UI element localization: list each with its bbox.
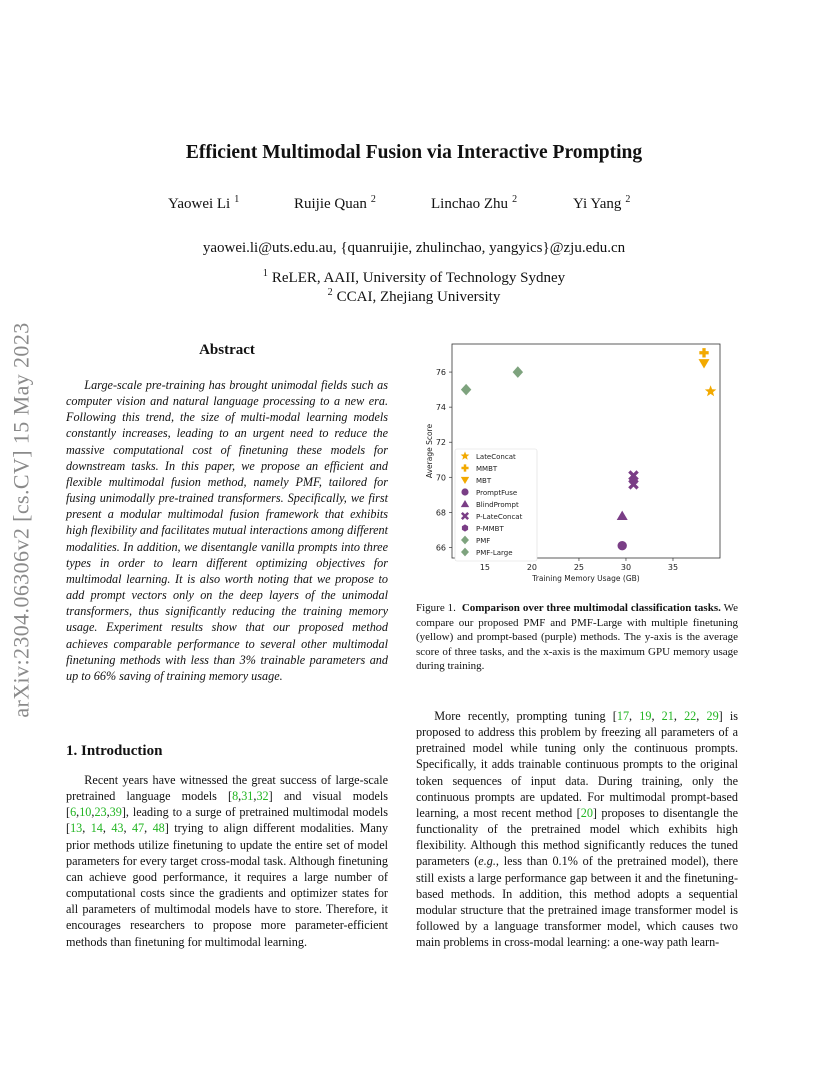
author-emails[interactable]: yaowei.li@uts.edu.au, {quanruijie, zhulinchao, yangyics}@zju.edu.cn [202, 240, 626, 256]
legend-label-p-lateconcat: P-LateConcat [476, 513, 523, 521]
legend-label-mbt: MBT [476, 477, 492, 485]
citation-link[interactable]: 29 [706, 709, 719, 723]
citation-link[interactable]: 39 [109, 805, 122, 820]
point-promptfuse [618, 541, 627, 550]
point-mbt [699, 359, 710, 368]
x-tick-label: 20 [526, 563, 538, 572]
citation-link[interactable]: 23 [94, 805, 107, 820]
citation-link[interactable]: 22 [684, 709, 697, 723]
affiliation-1-text: ReLER, AAII, University of Technology Sydney [271, 270, 566, 286]
citation-link[interactable]: 48 [152, 821, 165, 836]
introduction-paragraph: Recent years have witnessed the great success of large-scale pretrained language models [8,31,32] and visual models [6,10,23,39], leading to a surge of pretrained multimodal models [13, 14, 43, 47, 48] trying to align different modalities. Many prior methods utilize finetuning to update the entire set of model parameters for every target cross-modal task. Although finetuning can achieve good performance, it requires a large number of computational costs since the gradients and optimizer states for all parameters of multimodal models have to store. Therefore, it encourages researchers to propose more parameter-efficient methods than finetuning for multimodal learning. [66, 773, 389, 949]
citation-link[interactable]: 8 [232, 789, 239, 804]
point-mmbt [699, 348, 708, 357]
y-tick-label: 70 [435, 473, 446, 483]
citation-link[interactable]: 10 [79, 805, 92, 820]
caption-text: We compare our proposed PMF and PMF-Large with multiple finetuning (yellow) and prompt-based (purple) methods. The y-axis is the average score of three tasks, and the x-axis is the maximum GPU memory usage during training. [416, 602, 738, 672]
affiliation-2-mark: 2 [327, 287, 333, 298]
point-pmf-large [513, 366, 523, 378]
author-2-affil: 2 [370, 194, 376, 205]
legend-label-promptfuse: PromptFuse [476, 489, 518, 497]
y-tick-label: 68 [435, 508, 446, 518]
y-tick-label: 76 [435, 368, 446, 378]
citation-link[interactable]: 6 [70, 805, 77, 820]
author-2 [294, 194, 376, 213]
point-blindprompt [617, 511, 628, 520]
figure-1-scatter-chart [418, 340, 738, 590]
legend-label-pmf-large: PMF-Large [476, 549, 513, 557]
point-lateconcat [705, 385, 717, 396]
x-tick-label: 30 [620, 563, 632, 572]
section-heading-introduction: 1. Introduction [66, 743, 163, 759]
citation-link[interactable]: 19 [639, 709, 652, 723]
author-4-name: Yi Yang [573, 196, 622, 212]
arxiv-stamp [2, 275, 42, 765]
author-3-affil: 2 [512, 194, 518, 205]
arxiv-stamp-text: arXiv:2304.06306v2 [cs.CV] 15 May 2023 [9, 322, 34, 718]
affiliation-1-mark: 1 [262, 268, 268, 279]
author-3-name: Linchao Zhu [431, 196, 509, 212]
citation-link[interactable]: 14 [90, 821, 103, 836]
author-1-affil: 1 [234, 194, 240, 205]
y-tick-label: 74 [435, 403, 446, 413]
author-4 [573, 194, 630, 213]
citation-link[interactable]: 32 [256, 789, 269, 804]
y-axis-label: Average Score [425, 423, 434, 479]
caption-bold-title: Comparison over three multimodal classification tasks. [461, 602, 721, 614]
emphasis-text: e.g., [478, 854, 499, 869]
right-column-paragraph: More recently, prompting tuning [17, 19, 21, 22, 29] is proposed to address this problem by freezing all parameters of a pretrained model while tuning only the continuous prompts. Specifically, it adds trainable continuous prompts to the original token sequences of input data. During training, only the continuous prompts are updated. For multimodal prompt-based learning, a most recent method [20] proposes to disentangle the functionality of the pretrained model which exhibits high flexibility. Although this method significantly reduces the tuned parameters (e.g., less than 0.1% of the pretrained model), there still exists a large performance gap between it and the finetuning-based methods. In addition, this method adopts a sequential modular structure that the pretrained image transformer model is followed by a language transformer model, which causes two main problems in cross-modal learning: a one-way path learn- [416, 709, 739, 950]
citation-link[interactable]: 47 [131, 821, 145, 836]
author-3 [431, 194, 517, 213]
citation-link[interactable]: 43 [111, 821, 124, 836]
x-tick-label: 15 [479, 563, 491, 572]
y-tick-label: 66 [435, 543, 446, 553]
author-4-affil: 2 [625, 194, 631, 205]
point-pmf [461, 384, 471, 396]
figure-1-caption [416, 601, 738, 674]
legend-label-pmf: PMF [476, 537, 491, 545]
citation-link[interactable]: 17 [616, 709, 630, 723]
citation-link[interactable]: 20 [580, 805, 593, 820]
author-2-name: Ruijie Quan [294, 196, 367, 212]
legend-label-lateconcat: LateConcat [476, 453, 516, 461]
legend-label-blindprompt: BlindPrompt [476, 501, 519, 509]
author-1 [168, 194, 239, 213]
legend-label-mmbt: MMBT [476, 465, 498, 473]
x-tick-label: 35 [667, 563, 679, 572]
caption-label: Figure 1. [416, 602, 456, 614]
y-tick-label: 72 [435, 438, 446, 448]
affiliation-1 [0, 268, 828, 287]
abstract-heading: Abstract [199, 342, 255, 358]
legend-label-p-mmbt: P-MMBT [476, 525, 504, 533]
citation-link[interactable]: 13 [70, 821, 83, 836]
legend-marker-promptfuse [461, 488, 468, 495]
author-1-name: Yaowei Li [168, 196, 231, 212]
citation-link[interactable]: 31 [241, 789, 254, 804]
x-axis-label: Training Memory Usage (GB) [532, 574, 640, 583]
affiliation-2-text: CCAI, Zhejiang University [336, 289, 501, 305]
abstract-text: Large-scale pre-training has brought unimodal fields such as computer vision and natural language processing to a new era. Following this trend, the size of multi-modal learning models constantly increases, leading to an urgent need to reduce the massive computational cost of finetuning these models for downstream tasks. In this paper, we propose an efficient and flexible multimodal fusion method, namely PMF, tailored for fusing unimodally pre-trained transformers. Specifically, we first present a modular multimodal fusion framework that exhibits high flexibility and facilitates mutual interactions among different modalities. In addition, we disentangle vanilla prompts into three types in order to learn different optimizing objectives for multimodal learning. It is also worth noting that we propose to add prompt vectors only on the deep layers of the unimodal transformers, thus significantly reducing the training memory usage. Experiment results show that our proposed method achieves comparable performance to several other multimodal finetuning methods with less than 3% trainable parameters and up to 66% saving of training memory usage. [66, 378, 388, 683]
affiliation-2 [0, 287, 828, 306]
paper-title: Efficient Multimodal Fusion via Interactive Prompting [185, 142, 643, 163]
x-tick-label: 25 [573, 563, 585, 572]
citation-link[interactable]: 21 [661, 709, 674, 723]
